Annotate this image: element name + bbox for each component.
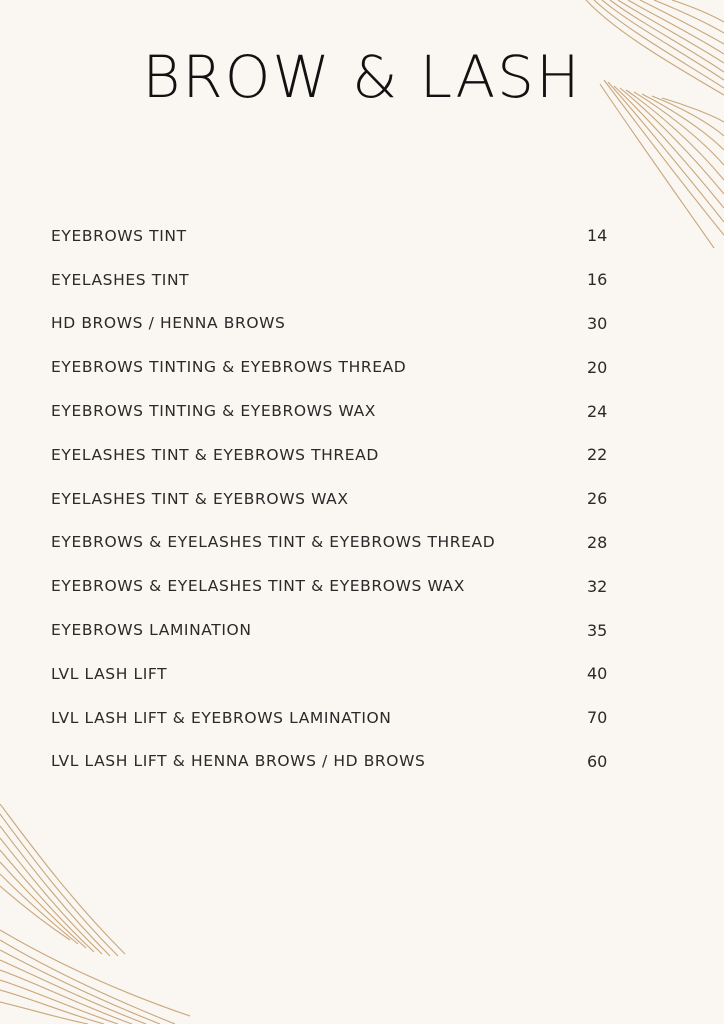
service-price: 35 <box>587 620 608 640</box>
list-item <box>51 433 621 477</box>
service-price: 32 <box>587 576 608 596</box>
service-price: 14 <box>587 226 608 246</box>
service-price: 70 <box>587 708 608 728</box>
service-price: 26 <box>587 489 608 509</box>
service-name: EYELASHES TINT & EYEBROWS THREAD <box>51 445 379 464</box>
service-name: EYELASHES TINT <box>51 270 190 289</box>
list-item <box>51 696 621 740</box>
service-name: LVL LASH LIFT & EYEBROWS LAMINATION <box>51 708 392 727</box>
list-item <box>51 258 621 302</box>
list-item <box>51 564 621 608</box>
service-price: 16 <box>587 270 608 290</box>
service-name: EYEBROWS TINT <box>51 226 187 245</box>
list-item <box>51 477 621 521</box>
service-name: EYEBROWS & EYELASHES TINT & EYEBROWS THREAD <box>51 533 496 552</box>
list-item <box>51 389 621 433</box>
page-title: BROW & LASH <box>142 43 582 111</box>
list-item <box>51 214 621 258</box>
service-name: LVL LASH LIFT <box>51 664 168 683</box>
service-name: LVL LASH LIFT & HENNA BROWS / HD BROWS <box>51 752 426 771</box>
list-item <box>51 345 621 389</box>
service-price: 30 <box>587 313 608 333</box>
service-price: 40 <box>587 664 608 684</box>
service-name: EYEBROWS & EYELASHES TINT & EYEBROWS WAX <box>51 577 465 596</box>
service-name: HD BROWS / HENNA BROWS <box>51 314 286 333</box>
service-price: 28 <box>587 532 608 552</box>
service-price: 24 <box>587 401 608 421</box>
service-name: EYEBROWS TINTING & EYEBROWS WAX <box>51 402 377 421</box>
list-item <box>51 608 621 652</box>
price-list <box>51 214 621 783</box>
gold-leaf-decoration-top-right <box>584 0 724 250</box>
service-name: EYEBROWS TINTING & EYEBROWS THREAD <box>51 358 407 377</box>
service-price: 20 <box>587 357 608 377</box>
list-item <box>51 302 621 346</box>
service-name: EYEBROWS LAMINATION <box>51 621 252 640</box>
list-item <box>51 521 621 565</box>
gold-leaf-decoration-bottom-left <box>0 804 190 1024</box>
list-item <box>51 740 621 784</box>
service-name: EYELASHES TINT & EYEBROWS WAX <box>51 489 349 508</box>
list-item <box>51 652 621 696</box>
service-price: 22 <box>587 445 608 465</box>
service-price: 60 <box>587 751 608 771</box>
